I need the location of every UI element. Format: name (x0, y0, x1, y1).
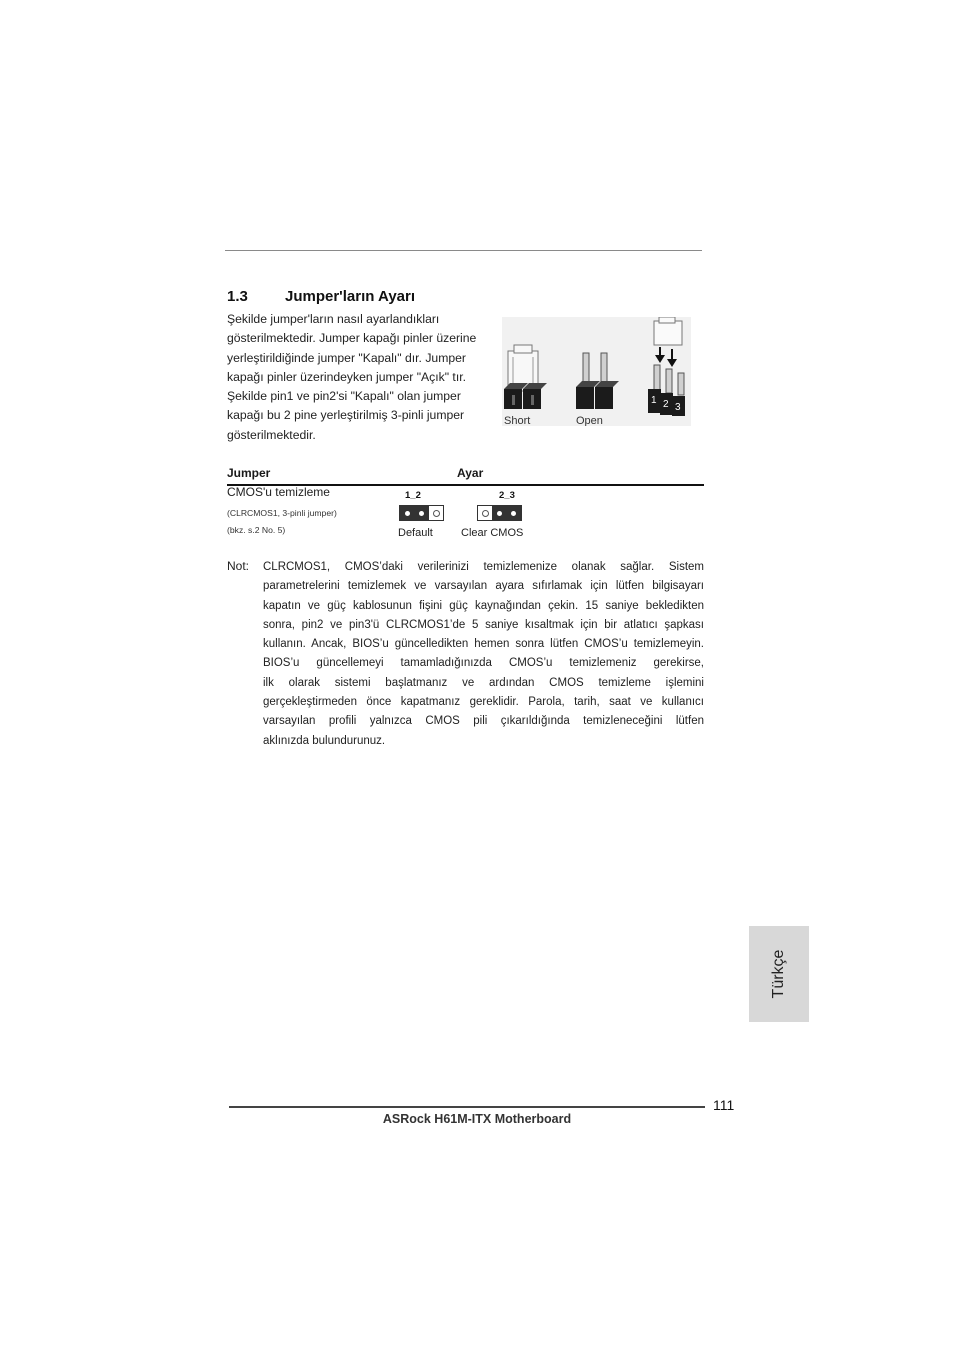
language-tab-label: Türkçe (770, 949, 787, 999)
page-number: 111 (713, 1097, 735, 1113)
note-line: ilk olarak sistemi başlatmanız ve ardından CMOS temizleme işlemini (263, 676, 704, 689)
default-jumper-graphic (399, 505, 444, 521)
intro-line: kapağı pinler üzerindeyken jumper "Açık" tır. (227, 369, 466, 384)
clear-cmos-caption: Clear CMOS (461, 527, 524, 539)
intro-paragraph (227, 310, 495, 445)
row-note: (bkz. s.2 No. 5) (227, 525, 286, 535)
default-pin-label: 1_2 (405, 490, 421, 501)
open-jumper-drawing (576, 353, 619, 409)
section-heading (227, 288, 415, 305)
footer-brand: ASRock H61M-ITX Motherboard (382, 1112, 572, 1126)
pin-number: 3 (675, 402, 681, 413)
pin-number: 2 (663, 399, 669, 410)
intro-line: gösterilmektedir. Jumper kapağı pinler üzerine (227, 331, 477, 346)
short-jumper-drawing (504, 345, 547, 409)
col-setting-header: Ayar (457, 466, 484, 480)
top-divider (225, 250, 702, 251)
jumper-figure (502, 317, 691, 426)
clear-cmos-jumper-graphic (477, 505, 522, 521)
pin-number: 1 (651, 395, 657, 406)
section-number: 1.3 (227, 288, 248, 305)
row-title: CMOS'u temizleme (227, 485, 330, 499)
note-line: varsayılan profili yalnızca CMOS pili çıkarıldığında temizleneceğini lütfen (263, 715, 704, 728)
intro-line: kapağı bu 2 pine yerleştirilmiş 3-pinli jumper (227, 408, 465, 423)
note-line: kapatın ve güç kablosunun fişini güç kaynağından çekin. 15 saniye bekledikten (263, 599, 704, 612)
clear-pin-label: 2_3 (499, 490, 515, 501)
note-paragraph (263, 558, 704, 751)
note-line: CLRCMOS1, CMOS’daki verilerinizi temizlemenize olanak sağlar. Sistem (263, 561, 704, 573)
col-jumper-header: Jumper (227, 466, 271, 480)
language-tab (749, 926, 809, 1022)
jumper-illustration (502, 317, 691, 426)
footer-divider (229, 1106, 705, 1108)
note-label: Not: (227, 559, 250, 573)
note-line: BIOS’u güncellemeyi tamamladığınızda CMOS’u temizlemeniz gerekirse, (263, 657, 704, 670)
intro-line: Şekilde jumper'ların nasıl ayarlandıkları (227, 312, 440, 326)
note-line: sonra, pin2 ve pin3'ü CLRCMOS1’de 5 saniye kısaltmak için bir atlatıcı şapkası (263, 618, 704, 631)
note-line: aklınızda bulundurunuz. (263, 734, 386, 747)
short-label: Short (504, 415, 531, 426)
note-line: kullanın. Ancak, BIOS’u güncelledikten hemen sonra lütfen CMOS’u temizlemeyin. (263, 638, 704, 651)
note-line: parametrelerini temizlemek ve varsayılan ayara sıfırlamak için lütfen bilgisayarı (263, 580, 704, 593)
row-note: (CLRCMOS1, 3-pinli jumper) (227, 508, 337, 518)
intro-line: yerleştirildiğinde jumper "Kapalı" dır. Jumper (227, 350, 466, 365)
intro-line: gösterilmektedir. (227, 427, 316, 442)
default-caption: Default (398, 527, 433, 539)
intro-line: Şekilde pin1 ve pin2'si "Kapalı" olan jumper (227, 389, 461, 404)
note-line: gerçekleştirmeden önce kapatmanız gereklidir. Parola, tarih, saat ve kullanıcı (263, 696, 704, 709)
jumper-table-header (227, 466, 704, 486)
open-label: Open (576, 415, 603, 426)
section-title: Jumper'ların Ayarı (285, 288, 416, 305)
